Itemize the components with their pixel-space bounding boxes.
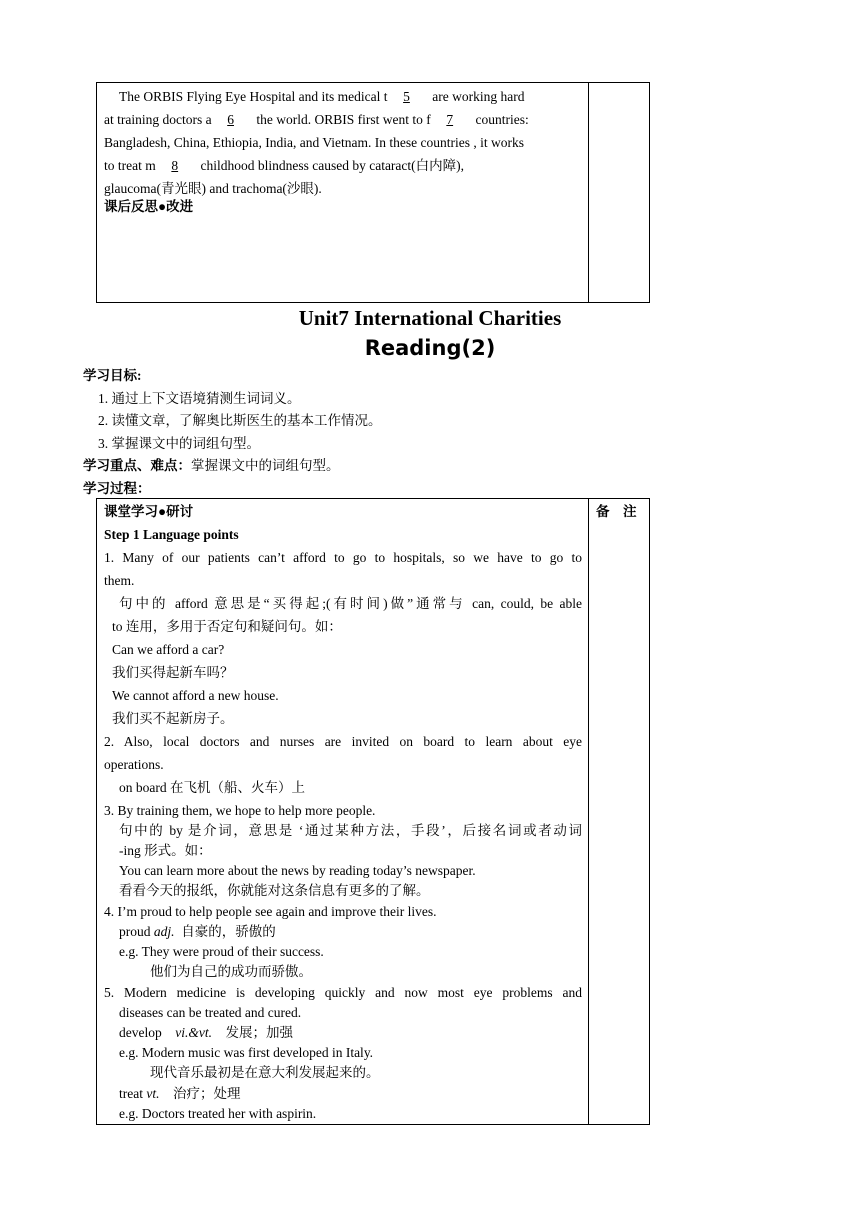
passage-line-3: Bangladesh, China, Ethiopia, India, and Vietnam. In these countries , it works (104, 135, 524, 150)
point-4-example: e.g. They were proud of their success. (119, 944, 324, 959)
point-1-note-1: 句中的 afford 意思是“买得起;(有时间)做”通常与 can, could, be able (119, 596, 582, 611)
unit-title: Unit7 International Charities (298, 306, 562, 330)
point-2-line-1: 2. Also, local doctors and nurses are invited on board to learn about eye (104, 734, 582, 749)
key-points-text: 掌握课文中的词组句型。 (191, 458, 340, 473)
point-3-example: You can learn more about the news by reading today’s newspaper. (119, 863, 476, 878)
point-3-example-cn: 看看今天的报纸，你就能对这条信息有更多的了解。 (119, 883, 430, 898)
key-points (83, 456, 340, 476)
process-heading: 学习过程： (83, 481, 151, 496)
main-table-divider (588, 499, 589, 1124)
point-5-line-2: diseases can be treated and cured. (119, 1005, 302, 1020)
point-1-example-2: We cannot afford a new house. (112, 688, 279, 703)
passage-line-5: glaucoma(青光眼) and trachoma(沙眼). (104, 181, 322, 196)
point-1-note-2: to 连用，多用于否定句和疑问句。如： (112, 619, 342, 634)
step-heading: Step 1 Language points (104, 527, 239, 542)
blank-8: 8 (171, 158, 179, 173)
point-1-example-1-cn: 我们买得起新车吗？ (112, 665, 234, 680)
point-3-note-2: -ing 形式。如： (119, 843, 212, 858)
point-4-definition: proud adj. 自豪的，骄傲的 (119, 924, 276, 939)
point-5-line-1: 5. Modern medicine is developing quickly and now most eye problems and (104, 985, 582, 1000)
blank-6: 6 (227, 112, 234, 127)
reflection-heading: 课后反思●改进 (104, 199, 194, 214)
objective-2: 2. 读懂文章，了解奥比斯医生的基本工作情况。 (98, 413, 382, 428)
top-table-divider (588, 83, 589, 302)
key-points-label: 学习重点、难点： (83, 458, 191, 473)
passage-line-4: to treat m 8 childhood blindness caused by cataract(白内障), (104, 158, 465, 173)
point-1-example-2-cn: 我们买不起新房子。 (112, 711, 234, 726)
passage-line-1: The ORBIS Flying Eye Hospital and its medical t 5 are working hard (119, 89, 525, 104)
point-1-example-1: Can we afford a car? (112, 642, 225, 657)
objective-1: 1. 通过上下文语境猜测生词词义。 (98, 391, 301, 406)
point-5-example-1-cn: 现代音乐最初是在意大利发展起来的。 (150, 1065, 380, 1080)
objective-3: 3. 掌握课文中的词组句型。 (98, 436, 260, 451)
point-2-note: on board 在飞机（船、火车）上 (119, 780, 305, 795)
point-5-example-2: e.g. Doctors treated her with aspirin. (119, 1106, 317, 1121)
point-4-line-1: 4. I’m proud to help people see again and improve their lives. (104, 904, 437, 919)
notes-heading: 备 注 (596, 504, 637, 519)
point-5-definition-1: develop vi.&vt. 发展；加强 (119, 1025, 293, 1040)
point-1-line-2: them. (104, 573, 135, 588)
point-3-note-1: 句中的 by 是介词，意思是 ‘通过某种方法，手段’，后接名词或者动词 (119, 823, 582, 838)
lesson-title: Reading(2) (364, 336, 496, 360)
section-heading: 课堂学习●研讨 (104, 504, 194, 519)
point-1-line-1: 1. Many of our patients can’t afford to go to hospitals, so we have to go to (104, 550, 582, 565)
blank-7: 7 (446, 112, 454, 127)
objectives-heading: 学习目标: (83, 368, 142, 383)
point-3-line-1: 3. By training them, we hope to help more people. (104, 803, 376, 818)
point-5-example-1: e.g. Modern music was first developed in Italy. (119, 1045, 374, 1060)
point-5-definition-2: treat vt. 治疗；处理 (119, 1086, 241, 1101)
blank-5: 5 (403, 89, 410, 104)
passage-line-2: at training doctors a 6 the world. ORBIS first went to f 7 countries: (104, 112, 529, 127)
point-4-example-cn: 他们为自己的成功而骄傲。 (150, 964, 312, 979)
point-2-line-2: operations. (104, 757, 164, 772)
